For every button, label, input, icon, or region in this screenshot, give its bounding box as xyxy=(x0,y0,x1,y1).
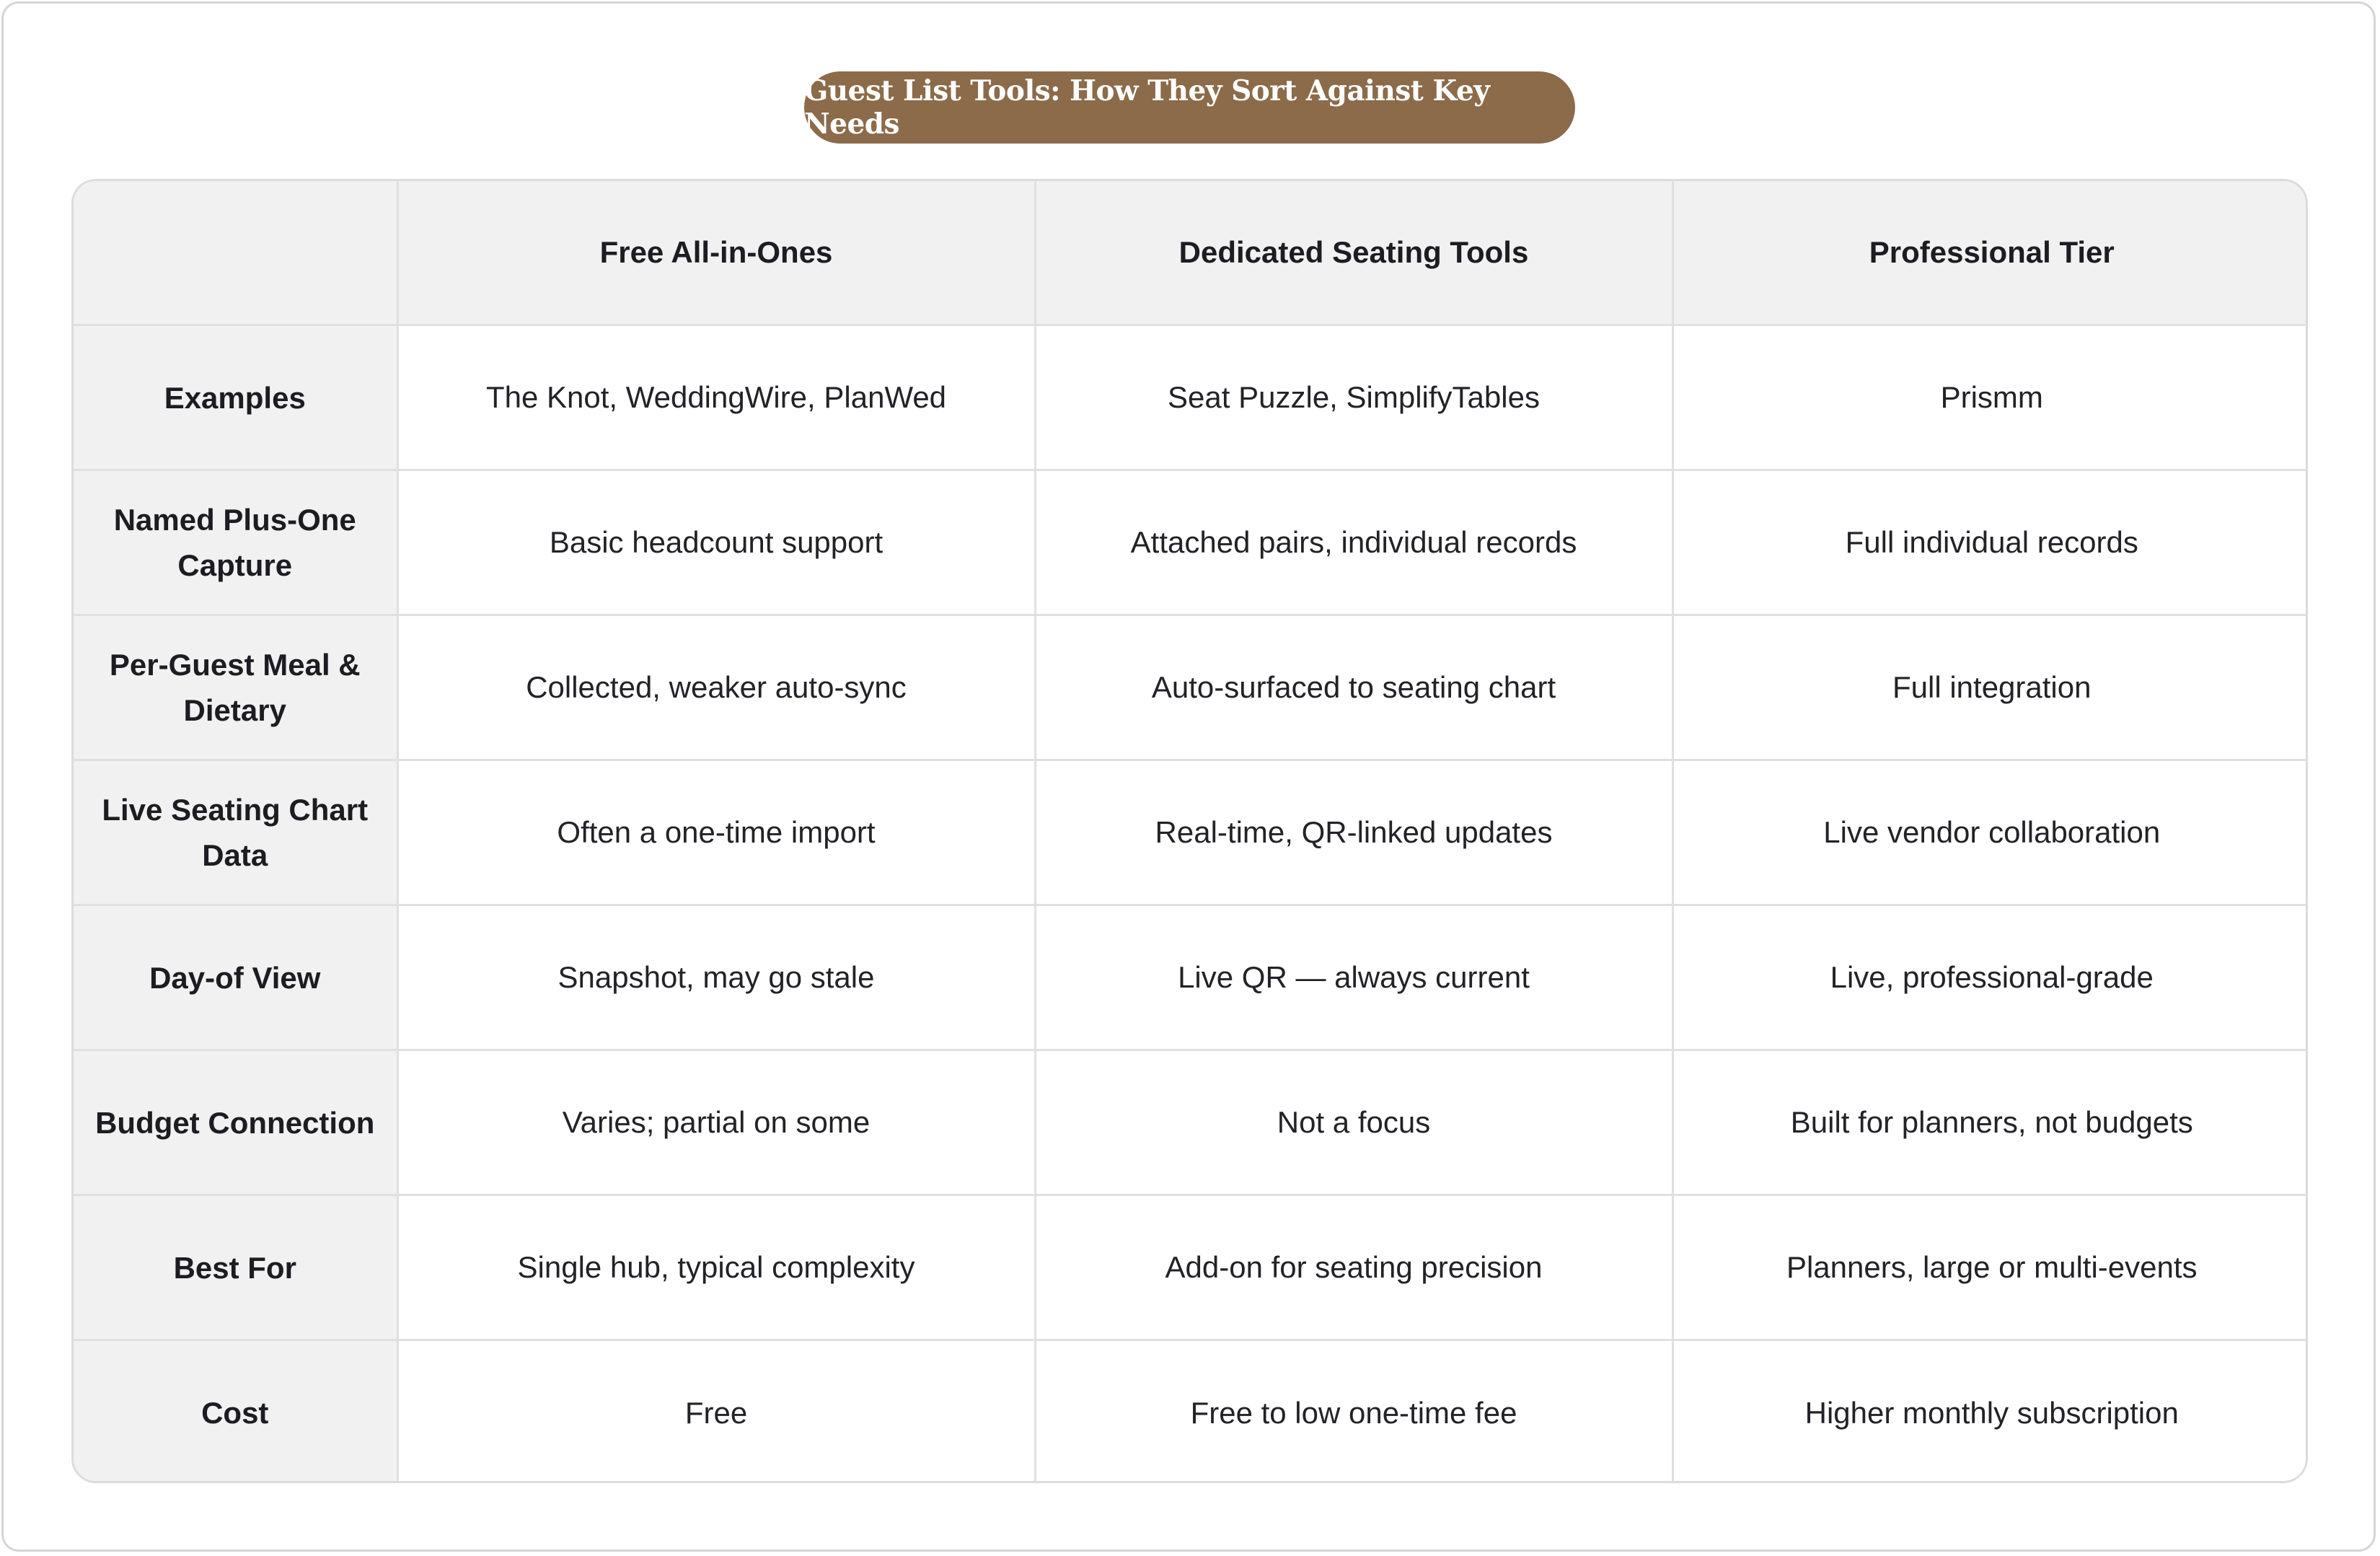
row-label: Cost xyxy=(74,1340,397,1484)
page-title: Guest List Tools: How They Sort Against Key Needs xyxy=(804,71,1575,144)
comparison-table-container xyxy=(71,179,2308,1483)
table-cell: Live QR — always current xyxy=(1035,905,1672,1050)
table-cell: Single hub, typical complexity xyxy=(397,1195,1035,1340)
table-cell: Collected, weaker auto-sync xyxy=(397,615,1035,760)
table-header-row xyxy=(74,181,2308,325)
table-row xyxy=(74,615,2308,760)
table-row xyxy=(74,760,2308,905)
table-cell: Full integration xyxy=(1672,615,2308,760)
table-row xyxy=(74,1340,2308,1484)
table-cell: Attached pairs, individual records xyxy=(1035,470,1672,615)
table-cell: Add-on for seating precision xyxy=(1035,1195,1672,1340)
table-cell: Not a focus xyxy=(1035,1050,1672,1195)
column-header-professional-tier: Professional Tier xyxy=(1672,181,2308,325)
column-header-free-all-in-ones: Free All-in-Ones xyxy=(397,181,1035,325)
table-cell: Live, professional-grade xyxy=(1672,905,2308,1050)
row-label: Examples xyxy=(74,325,397,470)
table-cell: Auto-surfaced to seating chart xyxy=(1035,615,1672,760)
table-cell: The Knot, WeddingWire, PlanWed xyxy=(397,325,1035,470)
header-corner xyxy=(74,181,397,325)
table-cell: Free xyxy=(397,1340,1035,1484)
table-cell: Varies; partial on some xyxy=(397,1050,1035,1195)
table-cell: Live vendor collaboration xyxy=(1672,760,2308,905)
row-label: Named Plus-One Capture xyxy=(74,470,397,615)
table-cell: Real-time, QR-linked updates xyxy=(1035,760,1672,905)
row-label: Budget Connection xyxy=(74,1050,397,1195)
table-cell: Seat Puzzle, SimplifyTables xyxy=(1035,325,1672,470)
comparison-table xyxy=(74,181,2308,1483)
table-cell: Planners, large or multi-events xyxy=(1672,1195,2308,1340)
table-cell: Snapshot, may go stale xyxy=(397,905,1035,1050)
row-label: Best For xyxy=(74,1195,397,1340)
table-row xyxy=(74,470,2308,615)
table-cell: Higher monthly subscription xyxy=(1804,1395,2179,1430)
table-cell: Basic headcount support xyxy=(397,470,1035,615)
table-cell: Built for planners, not budgets xyxy=(1672,1050,2308,1195)
table-cell: Often a one-time import xyxy=(397,760,1035,905)
row-label: Live Seating Chart Data xyxy=(74,760,397,905)
table-row xyxy=(74,905,2308,1050)
table-row xyxy=(74,1195,2308,1340)
table-cell: Prismm xyxy=(1672,325,2308,470)
table-cell: Free to low one-time fee xyxy=(1035,1340,1672,1484)
row-label: Per-Guest Meal & Dietary xyxy=(74,615,397,760)
row-label: Day-of View xyxy=(74,905,397,1050)
column-header-dedicated-seating-tools: Dedicated Seating Tools xyxy=(1035,181,1672,325)
table-cell: Full individual records xyxy=(1672,470,2308,615)
table-row xyxy=(74,1050,2308,1195)
table-row xyxy=(74,325,2308,470)
